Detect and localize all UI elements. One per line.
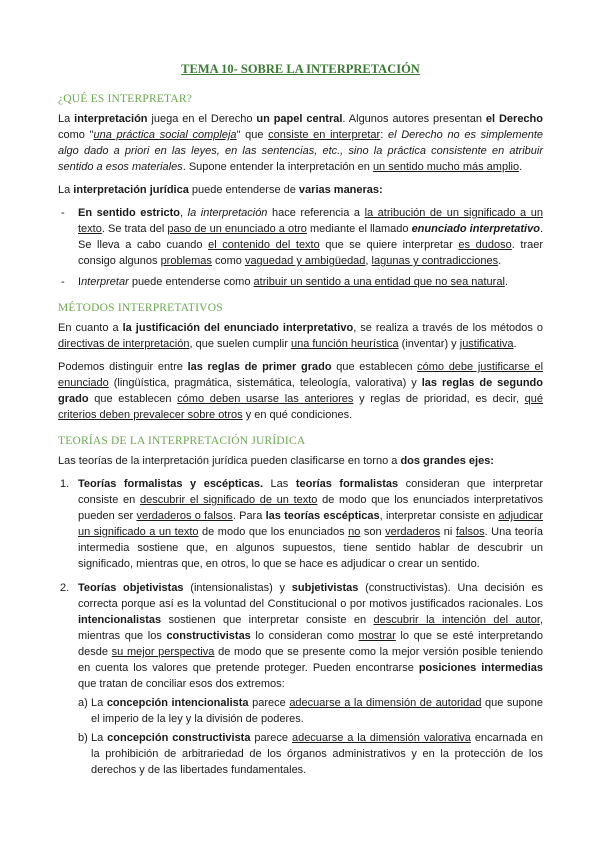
list-item-objetivistas-subjetivistas: 2. Teorías objetivistas (intensionalistas) y subjetivistas (constructivistas). Una decisión es correcta porque así es la voluntad del Constitucional o por motivos justificados racionales. Los intencionalistas sostienen que interpretar consiste en descubrir la intención del autor, mientras que los constructivistas lo consideran como mostrar lo que se esté interpretando desde su mejor perspectiva de modo que se presente como la mejor versión posible teniendo en cuenta los valores que pretende proteger. Pueden encontrarse posiciones intermedias que tratan de conciliar esos dos extremos: a) La concepción intencionalista parece adecuarse a la dimensión de autoridad que supone el imperio de la ley y la división de poderes. b) La concepción constructivista parece adecuarse a la dimensión valorativa encarnada en la prohibición de arbitrariedad de los órganos administrativos y en la protección de los derechos y de las libertades fundamentales. (60, 582, 544, 776)
list-item-formalistas-escepticas: 1. Teorías formalistas y escépticas. Las teorías formalistas consideran que interpretar consiste en descubrir el significado de un texto de modo que los enunciados interpretativos pueden ser verdaderos o falsos. Para las teorías escépticas, interpretar consiste en adjudicar un significado a un texto de modo que los enunciados no son verdaderos ni falsos. Una teoría intermedia sostiene que, en algunos supuestos, tiene sentido hablar de descubrir un significado, mientras que, en otros, lo que se hace es adjudicar o crear un sentido. (60, 478, 544, 570)
sublist-item-constructivista: b) La concepción constructivista parece adecuarse a la dimensión valorativa encarnada en la prohibición de arbitrariedad de los órganos administrativos y en la protección de los derechos y de las libertades fundamentales. (78, 732, 543, 776)
section-heading-que-es-interpretar: ¿QUÉ ES INTERPRETAR? (58, 93, 193, 105)
paragraph-interpretacion-intro: La interpretación juega en el Derecho un papel central. Algunos autores presentan el Derecho como "una práctica social compleja" que consiste en interpretar: el Derecho no es simplemente algo dado a priori en las leyes, en las sentencias, etc., sino la práctica consistente en atribuir sentido a esos materiales. Supone entender la interpretación en un sentido mucho más amplio. (58, 113, 543, 173)
paragraph-teorias-intro: Las teorías de la interpretación jurídica pueden clasificarse en torno a dos grandes ejes: (58, 455, 494, 467)
list-item-interpretar-atribuir: - Interpretar puede entenderse como atribuir un sentido a una entidad que no sea natural. (58, 274, 543, 290)
paragraph-interpretacion-juridica: La interpretación jurídica puede entenderse de varias maneras: (58, 184, 383, 196)
list-item-sentido-estricto: - En sentido estricto, la interpretación hace referencia a la atribución de un significado a un texto. Se trata del paso de un enunciado a otro mediante el llamado enunciado interpretativo. Se lleva a cabo cuando el contenido del texto que se quiere interpretar es dudoso. traer consigo algunos problemas como vaguedad y ambigüedad, lagunas y contradicciones. (58, 205, 543, 269)
sublist-item-intencionalista: a) La concepción intencionalista parece adecuarse a la dimensión de autoridad que supone el imperio de la ley y la división de poderes. (78, 697, 544, 725)
section-heading-metodos: MÉTODOS INTERPRETATIVOS (58, 302, 223, 314)
numbered-list-teorias (58, 476, 543, 778)
document-title: TEMA 10- SOBRE LA INTERPRETACIÓN (181, 62, 420, 76)
section-heading-teorias: TEORÍAS DE LA INTERPRETACIÓN JURÍDICA (58, 435, 306, 447)
paragraph-justificacion: En cuanto a la justificación del enunciado interpretativo, se realiza a través de los métodos o directivas de interpretación, que suelen cumplir una función heurística (inventar) y justificativa. (58, 322, 543, 350)
paragraph-reglas: Podemos distinguir entre las reglas de primer grado que establecen cómo debe justificarse el enunciado (lingüística, pragmática, sistemática, teleología, valorativa) y las reglas de segundo grado que establecen cómo deben usarse las anteriores y reglas de prioridad, es decir, qué criterios deben prevalecer sobre otros y en qué condiciones. (58, 361, 544, 421)
sublist-posiciones-intermedias (78, 695, 543, 778)
bullet-list-sentidos (58, 205, 543, 290)
